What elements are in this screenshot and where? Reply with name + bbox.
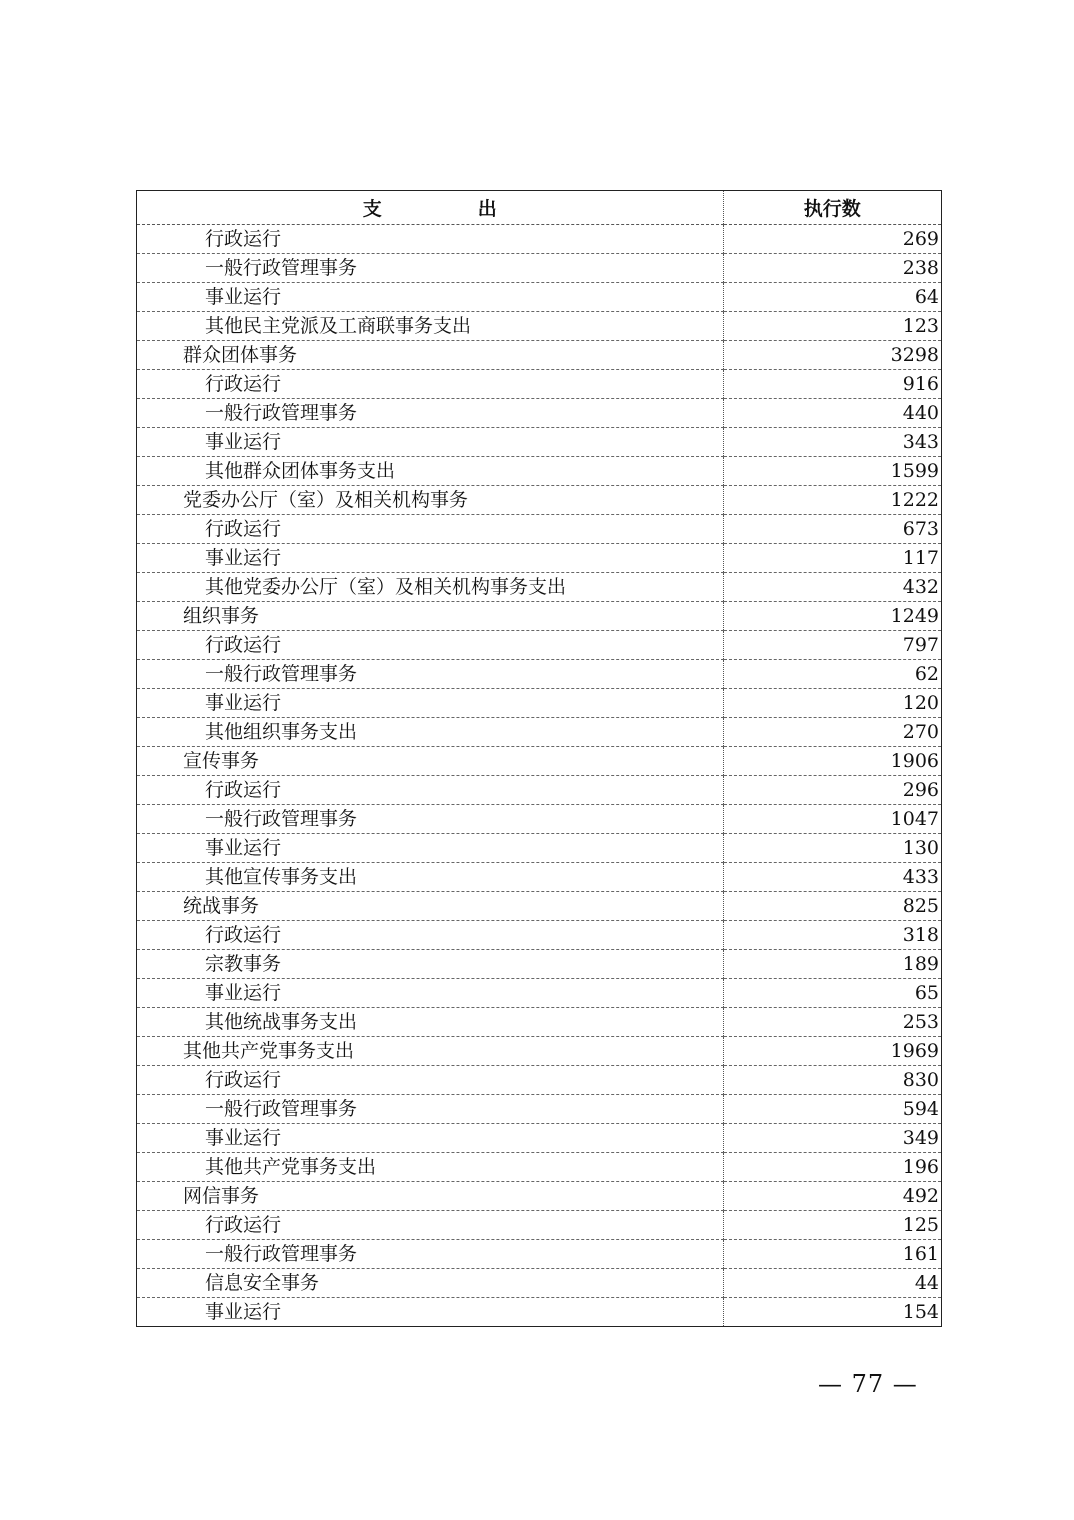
table-row <box>137 428 941 457</box>
row-item-name: 一般行政管理事务 <box>137 1240 723 1269</box>
table-row <box>137 1095 941 1124</box>
row-item-value: 130 <box>723 834 941 863</box>
table-row <box>137 1269 941 1298</box>
row-item-name: 其他民主党派及工商联事务支出 <box>137 312 723 341</box>
row-item-value: 1222 <box>723 486 941 515</box>
row-item-name: 其他共产党事务支出 <box>137 1153 723 1182</box>
table-row <box>137 1211 941 1240</box>
table-row <box>137 979 941 1008</box>
table-row <box>137 892 941 921</box>
row-item-value: 318 <box>723 921 941 950</box>
table-row <box>137 544 941 573</box>
table-row <box>137 747 941 776</box>
row-item-name: 行政运行 <box>137 225 723 254</box>
row-item-value: 269 <box>723 225 941 254</box>
table-row <box>137 1008 941 1037</box>
page-number: — 77 — <box>818 1370 918 1398</box>
row-item-name: 事业运行 <box>137 283 723 312</box>
row-item-name: 其他宣传事务支出 <box>137 863 723 892</box>
row-item-value: 120 <box>723 689 941 718</box>
table-row <box>137 515 941 544</box>
row-item-value: 296 <box>723 776 941 805</box>
table-row <box>137 660 941 689</box>
row-item-name: 一般行政管理事务 <box>137 660 723 689</box>
row-item-name: 事业运行 <box>137 428 723 457</box>
table-row <box>137 1037 941 1066</box>
row-item-name: 宣传事务 <box>137 747 723 776</box>
table-row <box>137 399 941 428</box>
row-item-name: 行政运行 <box>137 776 723 805</box>
row-item-value: 797 <box>723 631 941 660</box>
table-row <box>137 312 941 341</box>
row-item-name: 行政运行 <box>137 631 723 660</box>
row-item-value: 1906 <box>723 747 941 776</box>
table-row <box>137 631 941 660</box>
row-item-value: 916 <box>723 370 941 399</box>
header-expenditure-right: 出 <box>477 198 497 220</box>
row-item-value: 196 <box>723 1153 941 1182</box>
budget-table-frame <box>136 190 942 1327</box>
row-item-value: 433 <box>723 863 941 892</box>
table-row <box>137 863 941 892</box>
row-item-name: 行政运行 <box>137 921 723 950</box>
row-item-name: 一般行政管理事务 <box>137 1095 723 1124</box>
row-item-name: 信息安全事务 <box>137 1269 723 1298</box>
row-item-name: 其他组织事务支出 <box>137 718 723 747</box>
table-row <box>137 718 941 747</box>
row-item-name: 宗教事务 <box>137 950 723 979</box>
table-row <box>137 573 941 602</box>
table-row <box>137 1124 941 1153</box>
table-row <box>137 486 941 515</box>
table-row <box>137 1240 941 1269</box>
table-row <box>137 1066 941 1095</box>
header-expenditure-left: 支 <box>362 198 382 220</box>
row-item-value: 830 <box>723 1066 941 1095</box>
row-item-value: 492 <box>723 1182 941 1211</box>
row-item-value: 349 <box>723 1124 941 1153</box>
row-item-value: 432 <box>723 573 941 602</box>
row-item-name: 事业运行 <box>137 1124 723 1153</box>
row-item-value: 825 <box>723 892 941 921</box>
table-row <box>137 370 941 399</box>
table-row <box>137 225 941 254</box>
table-row <box>137 776 941 805</box>
header-executed-amount: 执行数 <box>723 191 941 225</box>
row-item-name: 其他党委办公厅（室）及相关机构事务支出 <box>137 573 723 602</box>
row-item-value: 123 <box>723 312 941 341</box>
row-item-value: 154 <box>902 1301 939 1323</box>
row-item-name: 行政运行 <box>137 370 723 399</box>
row-item-name: 行政运行 <box>137 1066 723 1095</box>
table-row <box>137 457 941 486</box>
row-item-name: 事业运行 <box>137 979 723 1008</box>
row-item-name: 其他群众团体事务支出 <box>137 457 723 486</box>
row-item-value: 161 <box>723 1240 941 1269</box>
row-item-name: 统战事务 <box>137 892 723 921</box>
row-item-name: 组织事务 <box>137 602 723 631</box>
row-item-value: 238 <box>723 254 941 283</box>
row-item-value: 253 <box>723 1008 941 1037</box>
row-item-name: 一般行政管理事务 <box>137 805 723 834</box>
row-item-name: 事业运行 <box>137 834 723 863</box>
row-item-name: 一般行政管理事务 <box>137 254 723 283</box>
row-item-name: 其他统战事务支出 <box>137 1008 723 1037</box>
row-item-value: 1047 <box>723 805 941 834</box>
row-item-value: 594 <box>723 1095 941 1124</box>
row-item-value: 343 <box>723 428 941 457</box>
table-row <box>137 254 941 283</box>
row-item-name: 其他共产党事务支出 <box>137 1037 723 1066</box>
table-row <box>137 921 941 950</box>
table-row <box>137 341 941 370</box>
row-item-value: 1599 <box>723 457 941 486</box>
row-item-name: 群众团体事务 <box>137 341 723 370</box>
row-item-name: 行政运行 <box>137 1211 723 1240</box>
row-item-value: 270 <box>723 718 941 747</box>
row-item-value: 65 <box>723 979 941 1008</box>
table-row <box>137 602 941 631</box>
row-item-value: 1249 <box>723 602 941 631</box>
table-header-row <box>137 191 941 225</box>
row-item-value: 3298 <box>723 341 941 370</box>
row-item-value: 44 <box>723 1269 941 1298</box>
row-item-value: 673 <box>723 515 941 544</box>
header-expenditure <box>137 191 723 225</box>
table-body <box>137 225 941 1327</box>
table-row <box>137 1153 941 1182</box>
row-item-name: 党委办公厅（室）及相关机构事务 <box>137 486 723 515</box>
row-item-name: 事业运行 <box>137 689 723 718</box>
table-row <box>137 805 941 834</box>
row-item-name: 事业运行 <box>137 1298 723 1327</box>
table-row <box>137 950 941 979</box>
row-item-name: 行政运行 <box>137 515 723 544</box>
row-item-value: 189 <box>723 950 941 979</box>
table-row <box>137 689 941 718</box>
row-item-value: 440 <box>723 399 941 428</box>
row-item-value: 117 <box>723 544 941 573</box>
table-row <box>137 283 941 312</box>
table-row <box>137 1182 941 1211</box>
row-item-name: 一般行政管理事务 <box>137 399 723 428</box>
row-item-name: 事业运行 <box>137 544 723 573</box>
table-row <box>137 834 941 863</box>
row-item-value: 64 <box>723 283 941 312</box>
row-item-value: 62 <box>723 660 941 689</box>
row-item-value: 125 <box>723 1211 941 1240</box>
expenditure-table <box>137 191 941 1326</box>
row-item-name: 网信事务 <box>137 1182 723 1211</box>
row-item-value: 1969 <box>723 1037 941 1066</box>
table-row <box>137 1298 941 1327</box>
